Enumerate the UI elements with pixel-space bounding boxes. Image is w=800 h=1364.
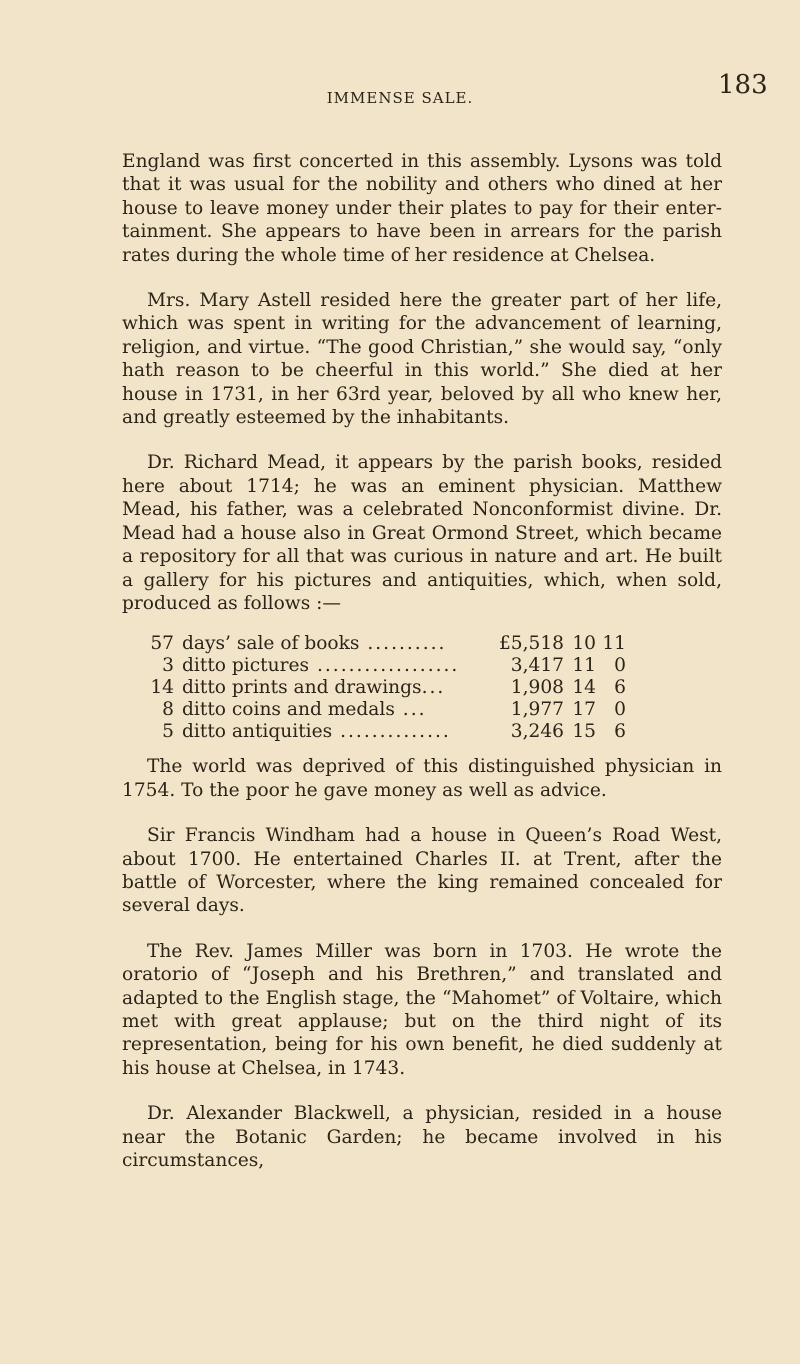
sale-pence: 11 bbox=[602, 633, 626, 655]
leader-dots: .................. bbox=[309, 655, 460, 677]
table-row bbox=[144, 633, 626, 655]
sale-pounds: 1,977 bbox=[510, 699, 564, 721]
leader-dots: ... bbox=[394, 699, 427, 721]
sale-pounds: £5,518 bbox=[498, 633, 564, 655]
sale-pounds: 1,908 bbox=[510, 677, 564, 699]
sale-shillings: 10 bbox=[572, 633, 596, 655]
sale-qty: 57 bbox=[150, 633, 174, 655]
sale-item: ditto prints and drawings... bbox=[182, 677, 446, 699]
sale-qty: 3 bbox=[162, 655, 174, 677]
sale-shillings: 11 bbox=[572, 655, 596, 677]
running-head: IMMENSE SALE. bbox=[326, 89, 474, 107]
paragraph-francis-windham: Sir Francis Windham had a house in Queen’s Road West, about 1700. He entertained Charles II. at Trent, after the battle of Worcester, where the king remained concealed for several days. bbox=[122, 825, 722, 917]
paragraph-richard-mead: Dr. Richard Mead, it appears by the parish books, resided here about 1714; he was an eminent physician. Matthew Mead, his father, was a celebrated Nonconformist divine. Dr. Mead had a house also in Great Ormond Street, which became a repository for all that was curious in nature and art. He built a gallery for his pictures and antiquities, which, when sold, produced as follows :— bbox=[122, 452, 722, 614]
leader-dots: .............. bbox=[332, 721, 451, 743]
table-row bbox=[144, 699, 626, 721]
sale-pounds: 3,246 bbox=[510, 721, 564, 743]
sale-pence: 0 bbox=[614, 655, 626, 677]
sale-pence: 6 bbox=[614, 721, 626, 743]
sale-qty: 5 bbox=[162, 721, 174, 743]
sales-table bbox=[144, 633, 626, 743]
sale-shillings: 15 bbox=[572, 721, 596, 743]
paragraph-mary-astell: Mrs. Mary Astell resided here the greater part of her life, which was spent in writing for the advancement of learning, religion, and virtue. “The good Christian,” she would say, “only hath reason to be cheerful in this world.” She died at her house in 1731, in her 63rd year, beloved by all who knew her, and greatly esteemed by the inhabitants. bbox=[122, 290, 722, 429]
sale-item: ditto coins and medals ... bbox=[182, 699, 427, 721]
paragraph-chelsea-assembly: England was first concerted in this assembly. Lysons was told that it was usual for the nobility and others who dined at her house to leave money under their plates to pay for their entertainment. She appears to have been in arrears for the parish rates during the whole time of her residence at Chelsea. bbox=[122, 151, 722, 266]
leader-dots: ... bbox=[421, 677, 446, 699]
table-row bbox=[144, 655, 626, 677]
sale-qty: 8 bbox=[162, 699, 174, 721]
sale-item: ditto pictures .................. bbox=[182, 655, 460, 677]
sale-pounds: 3,417 bbox=[510, 655, 564, 677]
sale-item: days’ sale of books .......... bbox=[182, 633, 447, 655]
sale-pence: 0 bbox=[614, 699, 626, 721]
table-row bbox=[144, 677, 626, 699]
sale-pence: 6 bbox=[614, 677, 626, 699]
sale-shillings: 17 bbox=[572, 699, 596, 721]
sale-item: ditto antiquities .............. bbox=[182, 721, 451, 743]
leader-dots: .......... bbox=[359, 633, 447, 655]
sale-shillings: 14 bbox=[572, 677, 596, 699]
sale-qty: 14 bbox=[150, 677, 174, 699]
table-row bbox=[144, 721, 626, 743]
paragraph-mead-death: The world was deprived of this distinguished physician in 1754. To the poor he gave money as well as advice. bbox=[122, 756, 722, 801]
paragraph-james-miller: The Rev. James Miller was born in 1703. He wrote the oratorio of “Joseph and his Brethren,” and translated and adapted to the English stage, the “Mahomet” of Voltaire, which met with great applause; but on the third night of its representation, being for his own benefit, he died suddenly at his house at Chelsea, in 1743. bbox=[122, 940, 722, 1079]
page-number: 183 bbox=[718, 70, 768, 100]
paragraph-alexander-blackwell: Dr. Alexander Blackwell, a physician, resided in a house near the Botanic Garden; he became involved in his circumstances, bbox=[122, 1103, 722, 1171]
body-text bbox=[122, 150, 722, 1194]
